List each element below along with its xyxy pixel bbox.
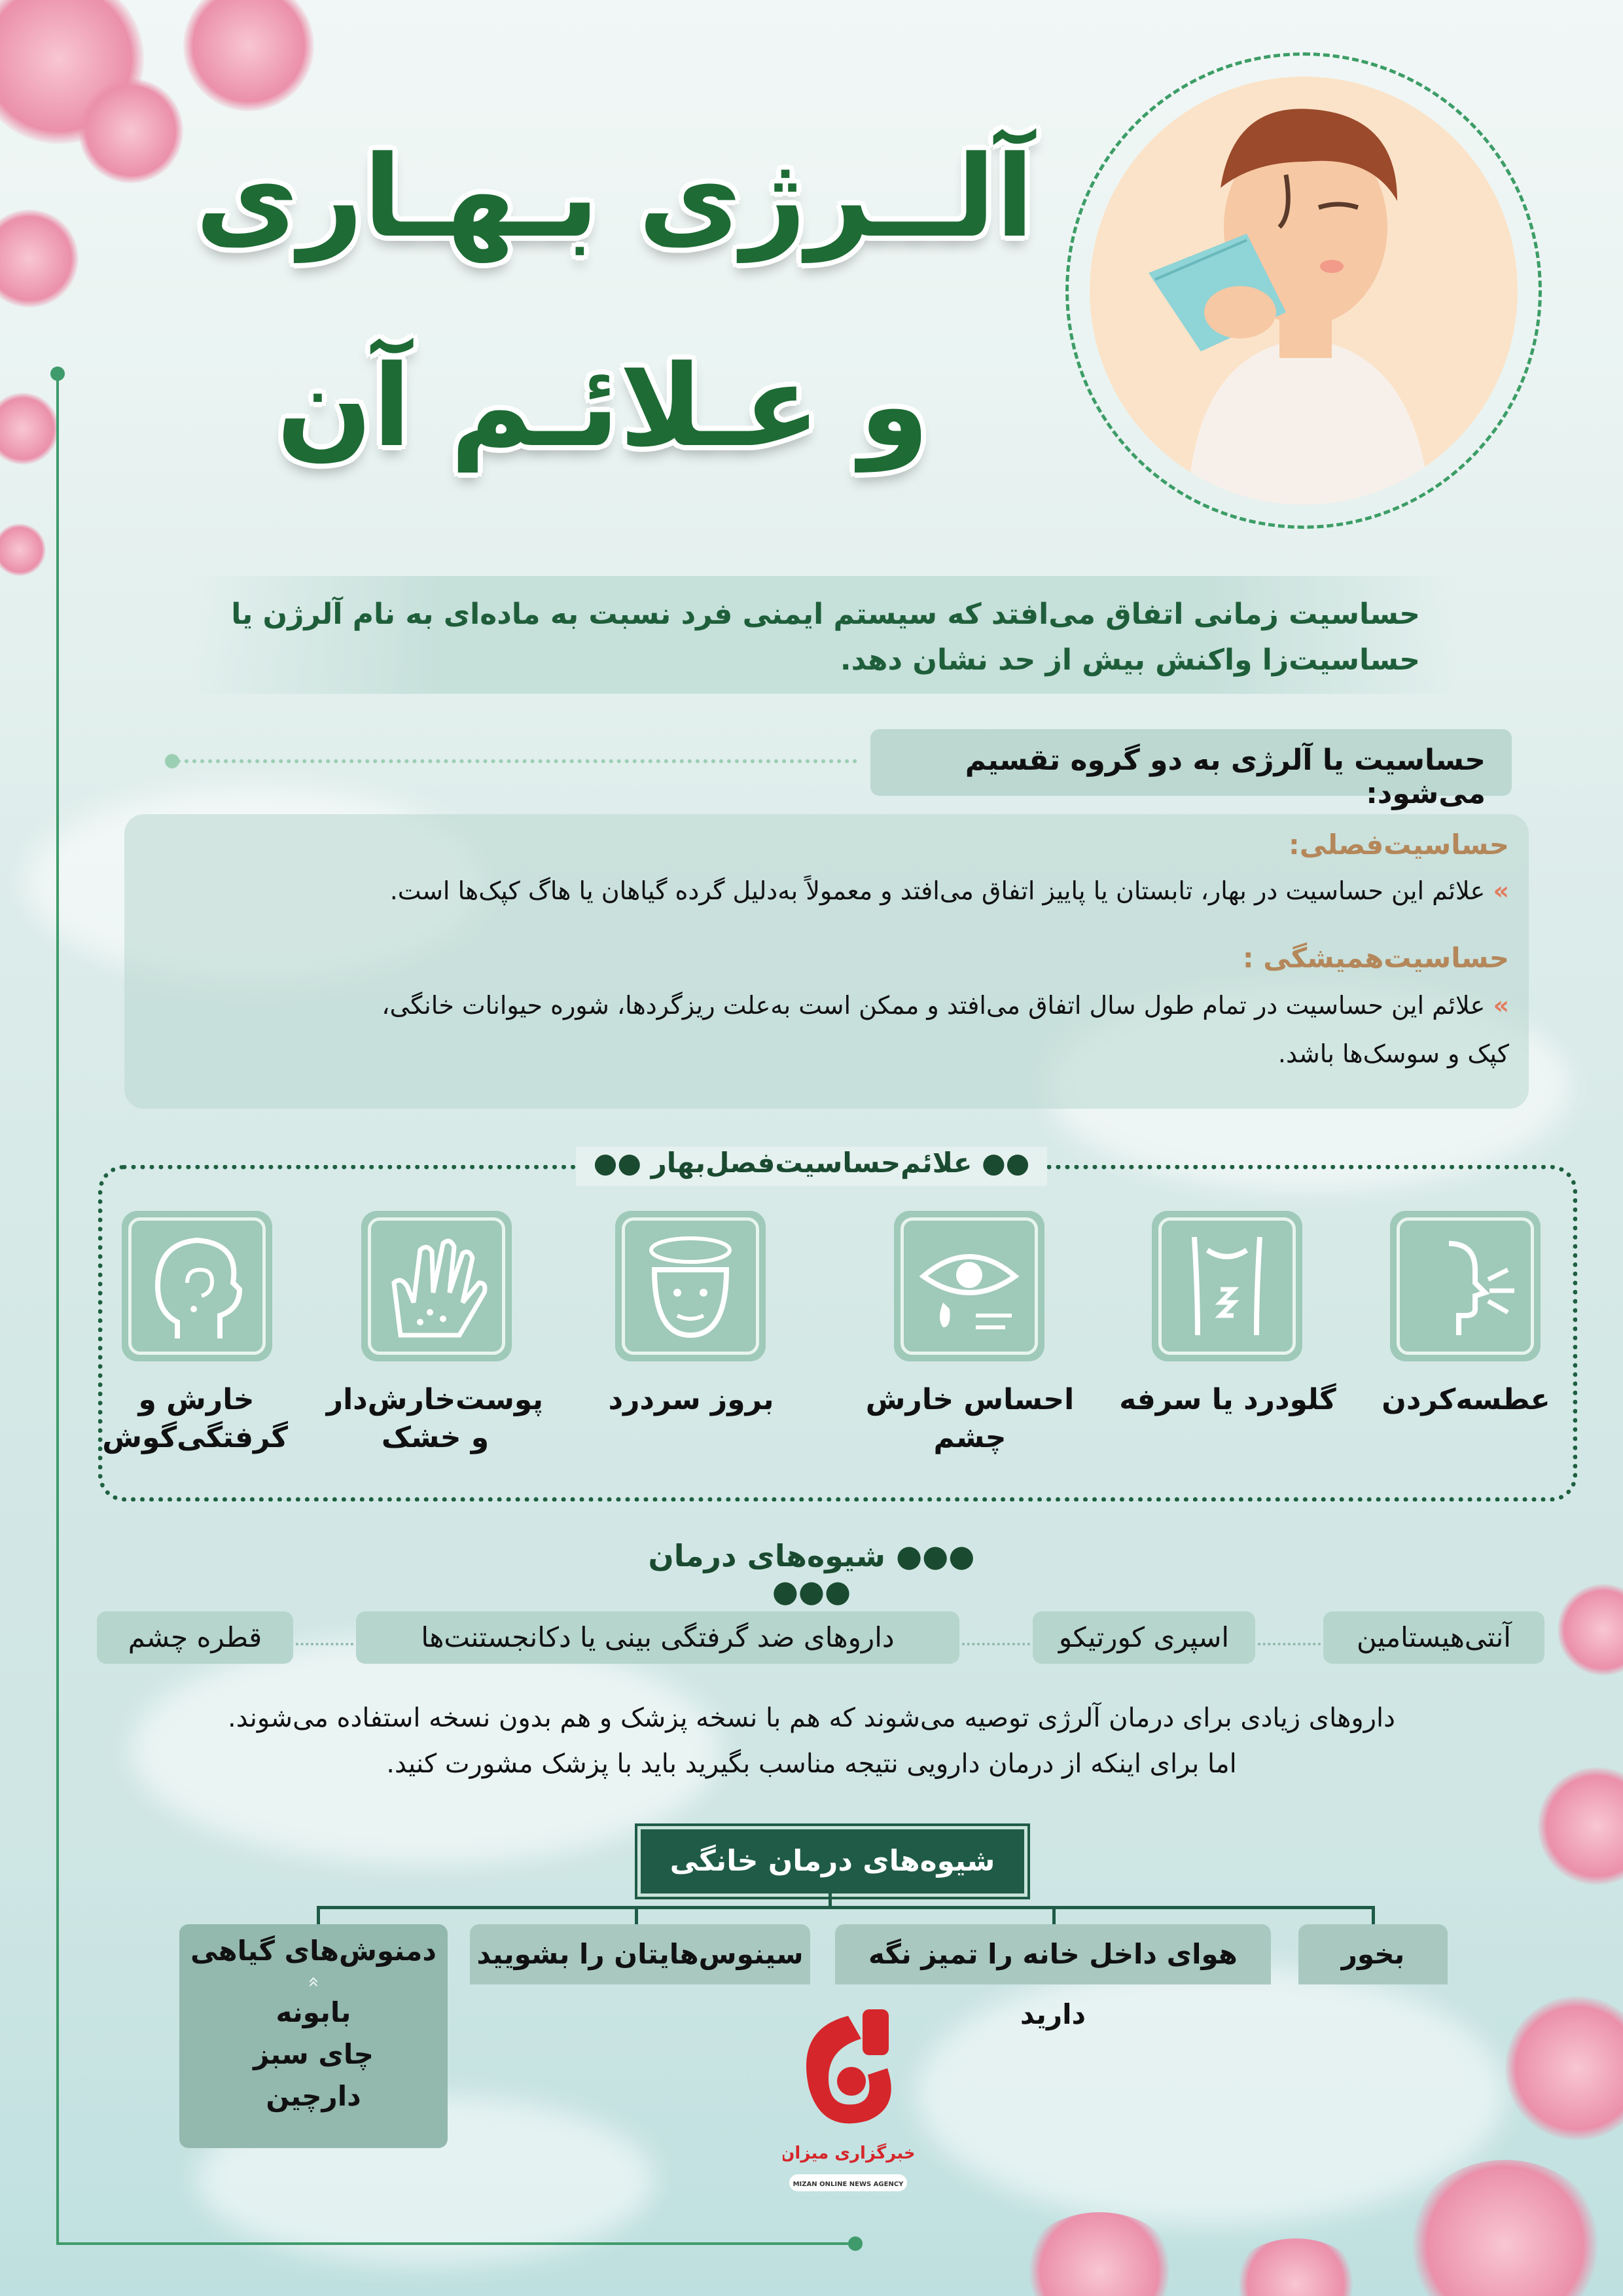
frame-dot xyxy=(848,2236,863,2251)
seasonal-title: حساسیت‌فصلی: xyxy=(1288,829,1509,861)
symptom-label: احساس خارش چشم xyxy=(865,1383,1075,1454)
logo-brand-text: خبرگزاری میزان xyxy=(783,2144,914,2163)
dotted-connector xyxy=(962,1643,1030,1645)
seasonal-text xyxy=(161,867,1509,915)
tree-connector xyxy=(1372,1906,1375,1926)
allergy-types-panel xyxy=(124,814,1529,1109)
seasonal-text-content: علائم این حساسیت در بهار، تابستان یا پاییز اتفاق می‌افتد و معمولاً به‌دلیل گرده گیاهان یا هاگ کپک‌ها است. xyxy=(389,876,1486,905)
frame-line-vertical xyxy=(56,373,59,2245)
home-remedy-pill: هوای داخل خانه را تمیز نگه دارید xyxy=(835,1924,1271,1984)
mizan-logo-icon xyxy=(783,2003,914,2199)
blossom-decoration xyxy=(1538,1767,1623,1885)
perennial-title: حساسیت‌همیشگی : xyxy=(1242,942,1509,974)
herbal-item: دارچین xyxy=(266,2080,361,2112)
dotted-divider xyxy=(177,759,857,763)
groups-heading-text: حساسیت یا آلرژی به دو گروه تقسیم می‌شود: xyxy=(965,744,1486,810)
tree-connector xyxy=(317,1906,320,1926)
dotted-connector xyxy=(1258,1643,1321,1645)
treatment-pill: اسپری کورتیکو xyxy=(1033,1611,1255,1664)
symptom-label: عطسه‌کردن xyxy=(1382,1383,1550,1416)
symptom-tile-throat xyxy=(1152,1211,1302,1361)
bullet-icon: » xyxy=(1493,876,1509,905)
bullet-icon: » xyxy=(1493,991,1509,1020)
treatment-note-line2: اما برای اینکه از درمان دارویی نتیجه مناسب بگیرید باید با پزشک مشورت کنید. xyxy=(386,1749,1237,1779)
dotted-connector xyxy=(296,1643,353,1645)
symptom-tile-skin xyxy=(361,1211,512,1361)
home-remedy-pill: سینوس‌هایتان را بشویید xyxy=(470,1924,810,1984)
blossom-decoration xyxy=(0,524,46,576)
herbal-tea-title: دمنوش‌های گیاهی xyxy=(190,1935,437,1967)
treatment-pill: داروهای ضد گرفتگی بینی یا دکانجستنت‌ها xyxy=(356,1611,959,1664)
blossom-decoration xyxy=(0,209,79,308)
sneezing-man-illustration xyxy=(1065,52,1542,529)
logo-english-text: MIZAN ONLINE NEWS AGENCY xyxy=(793,2181,904,2188)
herbal-tea-card xyxy=(179,1924,448,2148)
cloud-decoration xyxy=(916,1964,1505,2225)
tree-connector xyxy=(317,1906,1373,1909)
symptoms-title: ●● علائم‌حساسیت‌فصل‌بهار ●● xyxy=(576,1147,1047,1186)
divider-dot xyxy=(165,754,179,768)
symptom-tile-headache xyxy=(615,1211,766,1361)
throat-icon xyxy=(1171,1230,1283,1342)
symptom-tile-ear xyxy=(122,1211,272,1361)
blossom-decoration xyxy=(0,393,59,465)
frame-dot xyxy=(50,367,65,381)
sneeze-icon xyxy=(1410,1230,1521,1342)
treatment-note-line1: داروهای زیادی برای درمان آلرژی توصیه می‌شوند که هم با نسخه پزشک و هم بدون نسخه استفاده می‌شوند. xyxy=(228,1703,1395,1733)
blossom-decoration xyxy=(1230,2238,1361,2296)
herbal-item: چای سبز xyxy=(253,2038,374,2070)
treatment-note xyxy=(196,1695,1427,1787)
mizan-logo xyxy=(783,2003,914,2199)
treatment-pill: قطره چشم xyxy=(97,1611,293,1664)
chevron-down-icon: » xyxy=(302,1975,325,1988)
perennial-text xyxy=(161,981,1509,1078)
home-remedies-title: شیوه‌های درمان خانگی xyxy=(637,1826,1027,1897)
tree-connector xyxy=(635,1906,638,1926)
symptom-tile-eye xyxy=(894,1211,1044,1361)
tree-connector xyxy=(829,1893,832,1907)
page-title-line2: و عـلائـم آن xyxy=(276,340,929,472)
tree-connector xyxy=(1052,1906,1056,1926)
blossom-decoration xyxy=(1505,1996,1623,2140)
blossom-decoration xyxy=(183,0,314,111)
home-remedy-pill: بخور xyxy=(1298,1924,1448,1984)
symptoms-box xyxy=(98,1165,1577,1501)
blossom-decoration xyxy=(1558,1584,1623,1676)
frame-line-horizontal xyxy=(56,2242,855,2245)
symptom-tile-sneeze xyxy=(1390,1211,1541,1361)
intro-text: حساسیت زمانی اتفاق می‌افتد که سیستم ایمنی فرد نسبت به ماده‌ای به نام آلرژن یا حساسیت‌زا واکنش بیش از حد نشان دهد. xyxy=(231,598,1420,677)
page-title-line1: آلــرژی بـهـاری xyxy=(195,131,1034,262)
ear-icon xyxy=(141,1230,253,1342)
headache-icon xyxy=(635,1230,746,1342)
symptom-label: گلودرد یا سرفه xyxy=(1119,1383,1336,1416)
intro-banner xyxy=(190,576,1459,694)
symptom-label: خارش و گرفتگی‌گوش xyxy=(102,1383,288,1454)
perennial-text-line1: علائم این حساسیت در تمام طول سال اتفاق می‌افتد و ممکن است به‌علت ریزگردها، شوره حیوانات خانگی، xyxy=(382,991,1486,1020)
blossom-decoration xyxy=(1021,2212,1178,2296)
sneezing-man-icon xyxy=(1090,77,1518,505)
eye-tear-icon xyxy=(914,1230,1025,1342)
symptom-label: بروز سردرد xyxy=(608,1383,774,1416)
itchy-hand-icon xyxy=(381,1230,492,1342)
groups-heading xyxy=(870,729,1512,810)
treatments-title: ●●● شیوه‌های درمان ●●● xyxy=(648,1538,975,1609)
symptom-label: پوست‌خارش‌دار و خشک xyxy=(326,1383,543,1454)
blossom-decoration xyxy=(79,79,183,183)
blossom-decoration xyxy=(1407,2160,1603,2296)
perennial-text-line2: کپک و سوسک‌ها باشد. xyxy=(1277,1039,1509,1068)
treatment-pill: آنتی‌هیستامین xyxy=(1323,1611,1544,1664)
herbal-item: بابونه xyxy=(276,1996,351,2028)
